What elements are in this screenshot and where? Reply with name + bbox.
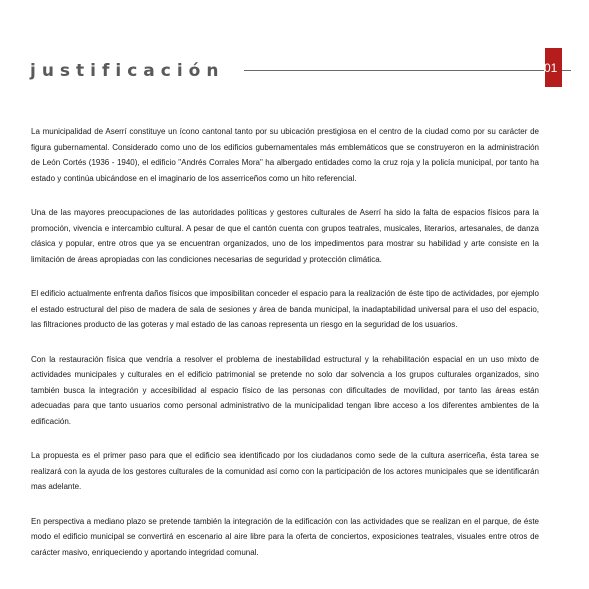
body-text: [31, 124, 539, 579]
page-number: 01: [544, 61, 558, 75]
paragraph-4: Con la restauración física que vendría a resolver el problema de inestabilidad estructural y la rehabilitación espacial en un uso mixto de actividades municipales y culturales en el edificio patrimonial se pretende no solo dar solvencia a los grupos culturales organizados, sino también busca la integración y accesibilidad al espacio físico de las personas con dificultades de movilidad, por tanto las áreas están adecuadas para que tanto usuarios como personal administrativo de la municipalidad tengan libre acceso a los diferentes ambientes de la edificación.: [31, 354, 539, 426]
paragraph-5: La propuesta es el primer paso para que el edificio sea identificado por los ciudadanos como sede de la cultura aserriceña, ésta tarea se realizará con la ayuda de los gestores culturales de la comunidad así como con la participación de los actores municipales que se identificarán mas adelante.: [31, 451, 539, 491]
paragraph-1: La municipalidad de Aserrí constituye un ícono cantonal tanto por su ubicación prestigiosa en el centro de la ciudad como por su carácter de figura gubernamental. Considerado como uno de los edificios gubernamentales más emblemáticos que se construyeron en la administración de León Cortés (1936 - 1940), el edificio "Andrés Corrales Mora" ha albergado entidades como la cruz roja y la policía municipal, por tanto ha estado y continúa ubicándose en el imaginario de los asserriceños como un hito referencial.: [31, 127, 539, 183]
header-rule: [244, 70, 544, 71]
paragraph-3: El edificio actualmente enfrenta daños físicos que imposibilitan conceder el espacio para la realización de éste tipo de actividades, por ejemplo el estado estructural del piso de madera de sala de sesiones y área de banda municipal, la inadaptabilidad universal para el uso del espacio, las filtraciones producto de las goteras y mal estado de las canoas representa un riesgo en la seguridad de los usuarios.: [31, 289, 539, 329]
paragraph-6: En perspectiva a mediano plazo se pretende también la integración de la edificación con las actividades que se realizan en el parque, de éste modo el edificio municipal se convertirá en escenario al aire libre para la oferta de conciertos, exposiciones teatrales, visuales entre otros de carácter masivo, enriqueciendo y aportando integridad comunal.: [31, 516, 539, 557]
page-title: justificación: [30, 61, 225, 81]
page-header: [0, 0, 589, 100]
paragraph-2: Una de las mayores preocupaciones de las autoridades políticas y gestores culturales de Aserrí ha sido la falta de espacios físicos para la promoción, vivencia e intercambio cultural. A pesar de que el cantón cuenta con grupos teatrales, musicales, literarios, artesanales, de danza clásica y popular, entre otros que ya se encuentran organizados, uno de los impedimentos para mostrar su habilidad y arte consiste en la limitación de áreas apropiadas con las condiciones necesarias de seguridad y protección climática.: [31, 208, 539, 264]
